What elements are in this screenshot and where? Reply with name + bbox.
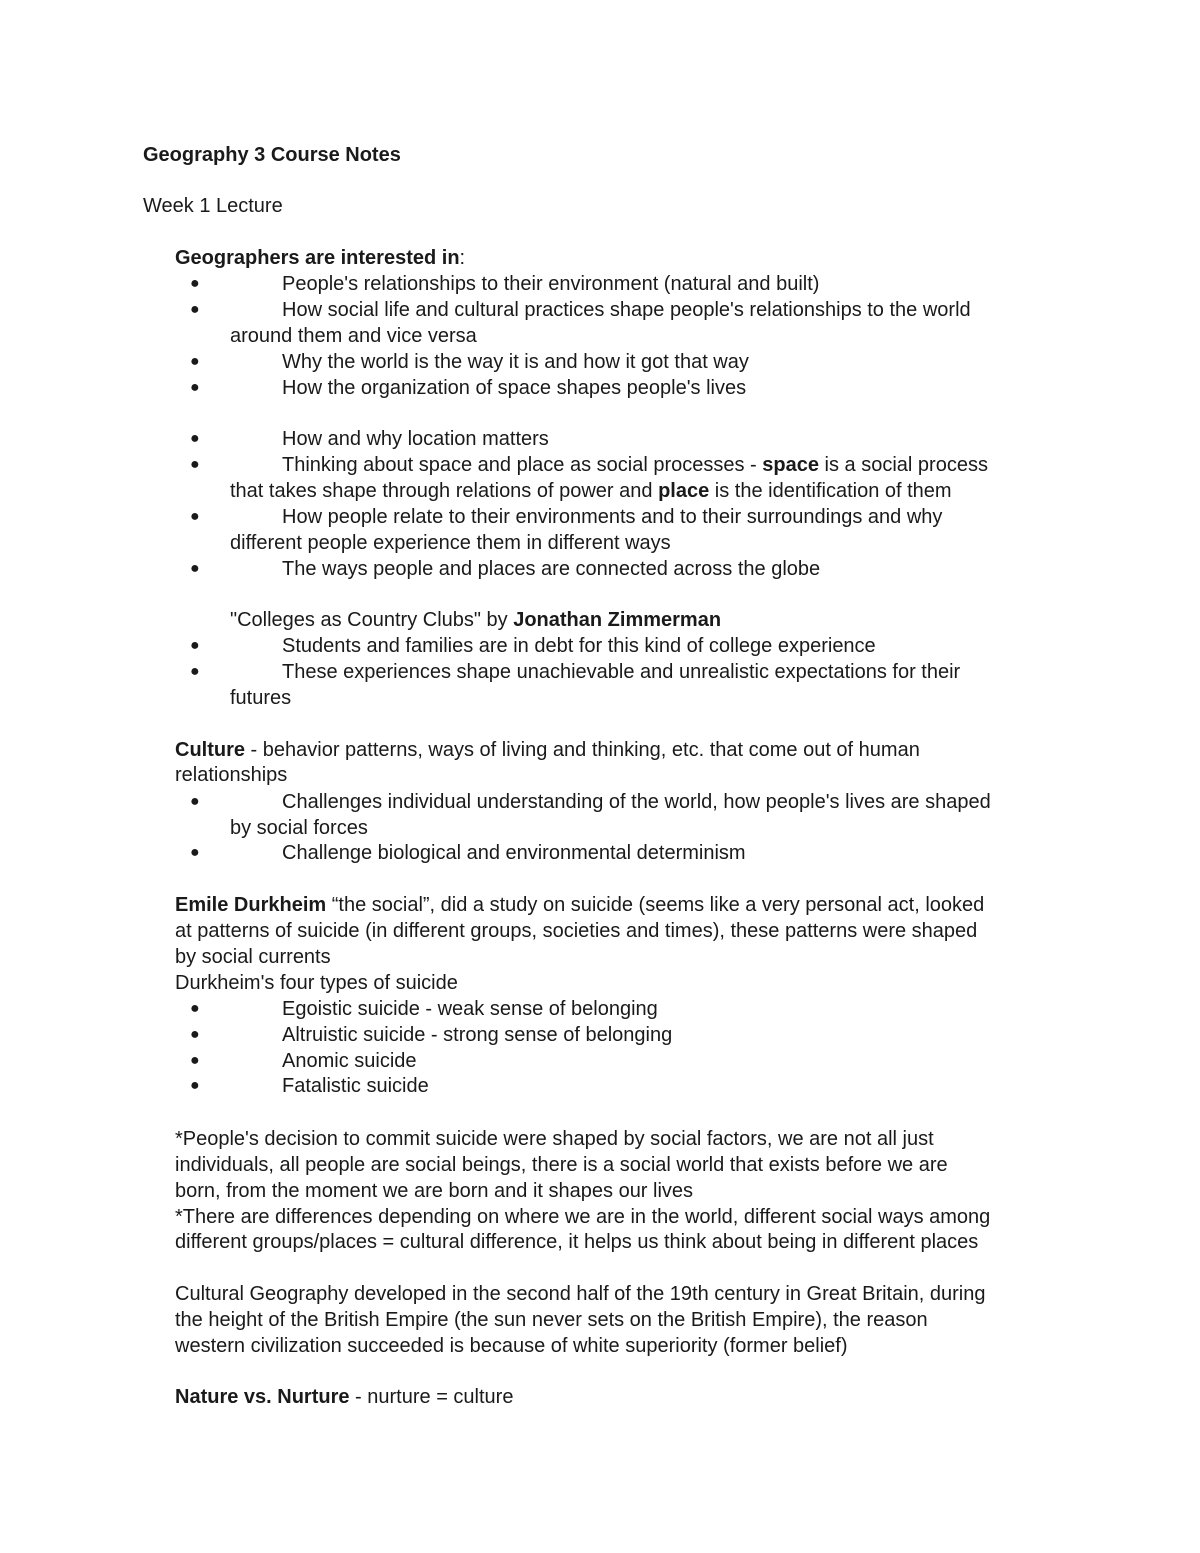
- note-line: *There are differences depending on where we are in the world, different social ways among: [175, 1206, 991, 1228]
- bullet-icon: ●: [190, 1000, 200, 1017]
- nature-nurture-line: [175, 1384, 513, 1410]
- bullet-icon: ●: [190, 456, 200, 473]
- list-item: [282, 452, 988, 478]
- week-label: Week 1 Lecture: [143, 195, 283, 217]
- geographers-heading-colon: :: [459, 247, 466, 269]
- list-item: Egoistic suicide - weak sense of belonging: [282, 998, 658, 1020]
- bullet-icon: ●: [190, 275, 200, 292]
- author-name: Jonathan Zimmerman: [513, 609, 722, 631]
- bullet-icon: ●: [190, 1026, 200, 1043]
- list-item: How and why location matters: [282, 428, 549, 450]
- suicide-types-heading: Durkheim's four types of suicide: [175, 972, 458, 994]
- text-span: Thinking about space and place as social processes -: [282, 454, 763, 476]
- paragraph-line: at patterns of suicide (in different groups, societies and times), these patterns were shaped: [175, 920, 978, 942]
- document-title: Geography 3 Course Notes: [143, 144, 401, 166]
- list-item: The ways people and places are connected across the globe: [282, 558, 821, 580]
- bullet-icon: ●: [190, 430, 200, 447]
- bullet-icon: ●: [190, 379, 200, 396]
- list-item: People's relationships to their environment (natural and built): [282, 273, 820, 295]
- note-line: born, from the moment we are born and it shapes our lives: [175, 1180, 694, 1202]
- list-item: Altruistic suicide - strong sense of belonging: [282, 1024, 673, 1046]
- culture-definition: [175, 737, 920, 763]
- list-item-continuation: [230, 478, 952, 504]
- list-item: Challenge biological and environmental determinism: [282, 842, 746, 864]
- geographers-heading-bold: Geographers are interested in: [175, 247, 460, 269]
- list-item-continuation: by social forces: [230, 817, 368, 839]
- durkheim-paragraph: [175, 892, 984, 918]
- text-span: that takes shape through relations of power and: [230, 480, 659, 502]
- paragraph-line: by social currents: [175, 946, 331, 968]
- bullet-icon: ●: [190, 793, 200, 810]
- bullet-icon: ●: [190, 353, 200, 370]
- term-culture: Culture: [175, 739, 245, 761]
- note-line: individuals, all people are social beings, there is a social world that exists before we are: [175, 1154, 948, 1176]
- term-place: place: [658, 480, 710, 502]
- text-span: - nurture = culture: [349, 1386, 514, 1408]
- article-title: "Colleges as Country Clubs" by: [230, 609, 514, 631]
- bullet-icon: ●: [190, 1077, 200, 1094]
- list-item: Students and families are in debt for this kind of college experience: [282, 635, 876, 657]
- term-space: space: [762, 454, 819, 476]
- text-span: - behavior patterns, ways of living and thinking, etc. that come out of human: [245, 739, 920, 761]
- list-item: Anomic suicide: [282, 1050, 417, 1072]
- text-span: “the social”, did a study on suicide (seems like a very personal act, looked: [326, 894, 985, 916]
- list-item: How people relate to their environments and to their surroundings and why: [282, 506, 943, 528]
- culture-definition-continuation: relationships: [175, 764, 288, 786]
- bullet-icon: ●: [190, 844, 200, 861]
- geographers-heading: [175, 245, 465, 271]
- bullet-icon: ●: [190, 663, 200, 680]
- list-item-continuation: around them and vice versa: [230, 325, 477, 347]
- text-span: is the identification of them: [709, 480, 952, 502]
- bullet-icon: ●: [190, 637, 200, 654]
- note-line: different groups/places = cultural difference, it helps us think about being in different places: [175, 1231, 979, 1253]
- paragraph-line: Cultural Geography developed in the second half of the 19th century in Great Britain, during: [175, 1283, 986, 1305]
- bullet-icon: ●: [190, 560, 200, 577]
- list-item: These experiences shape unachievable and unrealistic expectations for their: [282, 661, 961, 683]
- list-item: How social life and cultural practices shape people's relationships to the world: [282, 299, 971, 321]
- term-nature-vs-nurture: Nature vs. Nurture: [175, 1386, 350, 1408]
- list-item-continuation: different people experience them in different ways: [230, 532, 671, 554]
- list-item: Why the world is the way it is and how it got that way: [282, 351, 749, 373]
- list-item: Fatalistic suicide: [282, 1075, 429, 1097]
- zimmerman-heading: [230, 607, 721, 633]
- list-item-continuation: futures: [230, 687, 292, 709]
- note-line: *People's decision to commit suicide were shaped by social factors, we are not all just: [175, 1128, 934, 1150]
- person-name: Emile Durkheim: [175, 894, 327, 916]
- paragraph-line: the height of the British Empire (the sun never sets on the British Empire), the reason: [175, 1309, 928, 1331]
- text-span: is a social process: [819, 454, 988, 476]
- bullet-icon: ●: [190, 1052, 200, 1069]
- list-item: Challenges individual understanding of the world, how people's lives are shaped: [282, 791, 991, 813]
- paragraph-line: western civilization succeeded is because of white superiority (former belief): [175, 1335, 848, 1357]
- list-item: How the organization of space shapes people's lives: [282, 377, 747, 399]
- bullet-icon: ●: [190, 508, 200, 525]
- bullet-icon: ●: [190, 301, 200, 318]
